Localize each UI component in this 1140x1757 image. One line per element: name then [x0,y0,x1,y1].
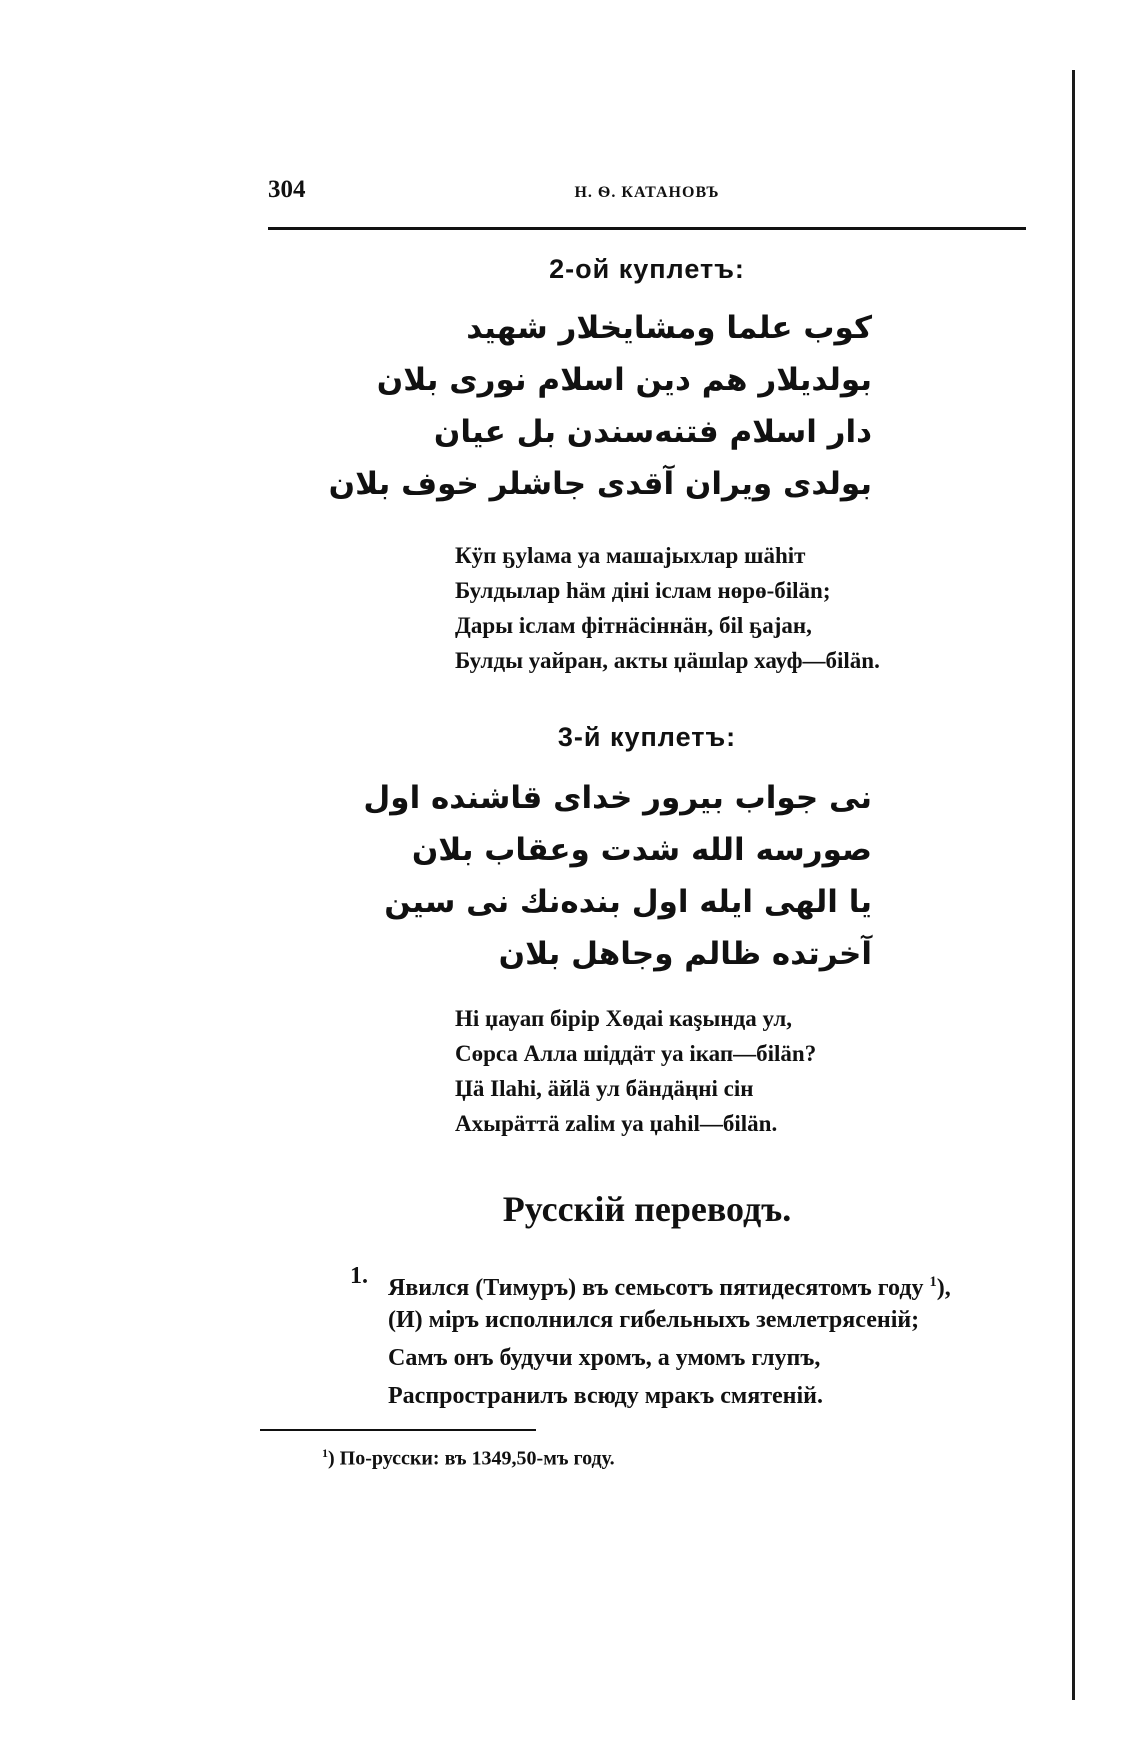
couplet-2-arabic [328,302,872,510]
footnote-ref[interactable]: 1 [929,1274,937,1290]
translit-line: Кӱп ҕуlама уа машаjыхлар шähіт [455,543,806,568]
arabic-line: بولدیلار هم دین اسلام نوری بلان [376,362,872,398]
translit-line: Ні џауап бірір Хөдаі каşында ул, [455,1006,793,1031]
page-number: 304 [268,176,306,203]
translit-line: Булдылар häм діні іслам нөрө-біlän; [455,578,831,603]
running-title: Н. Ѳ. КАТАНОВЪ [574,184,720,201]
translit-line: Дары іслам фітнäсіннäн, біl ҕаjан, [455,613,812,638]
page-edge-line [1072,70,1075,1700]
line-tail: ), [936,1275,951,1301]
arabic-line: صورسه الله شدت وعقاب بلان [411,832,872,868]
header-rule [268,227,1026,230]
arabic-line: كوب علما ومشايخلار شهيد [466,310,872,346]
arabic-line: يا الهی ايله اول بنده‌نك نی سین [384,884,872,920]
footnote-rule [260,1429,536,1431]
translit-line: Булды уайран, акты џäшlар хауф—біlän. [455,648,880,673]
translit-line: Сөрса Алла шіддäт уа ікап—біlän? [455,1041,817,1066]
couplet-3-heading: 3-й куплетъ: [557,722,737,752]
arabic-line: بولدی ویران آقدی جاشلر خوف بلان [328,466,872,502]
arabic-line: نی جواب بیرور خدای قاشنده اول [363,780,872,816]
translation-line: Распространилъ всюду мракъ смятеній. [388,1383,823,1409]
translation-line [388,1263,1038,1301]
couplet-3-arabic [363,772,872,980]
translation-line-text: Явился (Тимуръ) въ семьсотъ пятидесятомъ году [388,1275,924,1301]
arabic-line: آخرتده ظالم وجاهل بلان [498,936,872,972]
translit-line: Џä Ilahi, äйlä ул бäндäңні сін [455,1076,754,1101]
footnote-marker: 1 [322,1446,328,1460]
footnote-text: По-русски: въ 1349,50-мъ году. [334,1447,615,1470]
translation-title: Русскій переводъ. [502,1189,792,1229]
stanza-lines [388,1263,1038,1415]
translit-line: Ахырäттä zalім уа џahil—біlän. [455,1111,778,1136]
couplet-3-transliteration [455,1001,1015,1141]
translation-line: Самъ онъ будучи хромъ, а умомъ глупъ, [388,1345,821,1371]
stanza-number: 1. [350,1263,368,1289]
couplet-2-transliteration [455,538,1015,678]
couplet-2-heading: 2-ой куплетъ: [549,254,745,284]
running-head [268,176,1026,216]
translation-line: (И) міръ исполнился гибельныхъ землетрясеній; [388,1307,920,1333]
footnote-marker-close: ) [328,1447,335,1470]
footnote [322,1446,615,1471]
arabic-line: دار اسلام فتنه‌سندن بل عيان [433,414,872,450]
